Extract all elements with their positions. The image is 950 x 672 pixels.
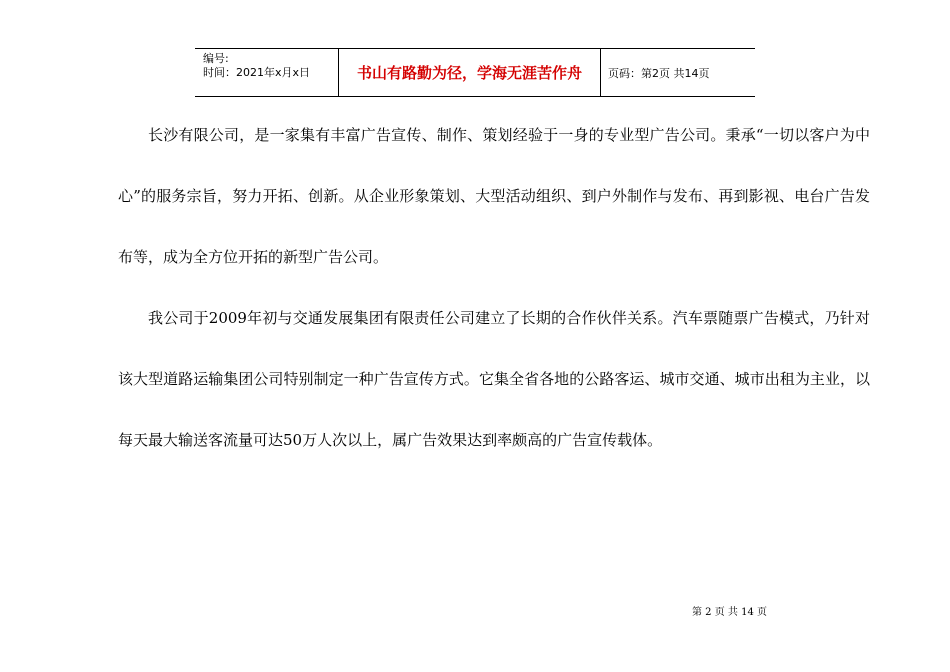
paragraph-2: 我公司于2009年初与交通发展集团有限责任公司建立了长期的合作伙伴关系。汽车票随票广告模式，乃针对该大型道路运输集团公司特别制定一种广告宣传方式。它集全省各地的公路客运、城市交通、城市出租为主业，以每天最大输送客流量可达50万人次以上，属广告效果达到率颇高的广告宣传载体。 (118, 309, 870, 449)
document-body (118, 118, 870, 484)
header-meta (195, 49, 339, 96)
page-header (195, 48, 755, 97)
page-footer: 第 2 页 共 14 页 (692, 607, 767, 618)
header-motto: 书山有路勤为径，学海无涯苦作舟 (339, 49, 601, 96)
paragraph-1: 长沙有限公司，是一家集有丰富广告宣传、制作、策划经验于一身的专业型广告公司。秉承“一切以客户为中心”的服务宗旨，努力开拓、创新。从企业形象策划、大型活动组织、到户外制作与发布、再到影视、电台广告发布等，成为全方位开拓的新型广告公司。 (118, 126, 870, 266)
header-page-info: 页码：第2页 共14页 (608, 66, 710, 80)
date-line: 时间：2021年x月x日 (203, 66, 311, 79)
serial-label: 编号: (203, 52, 229, 65)
